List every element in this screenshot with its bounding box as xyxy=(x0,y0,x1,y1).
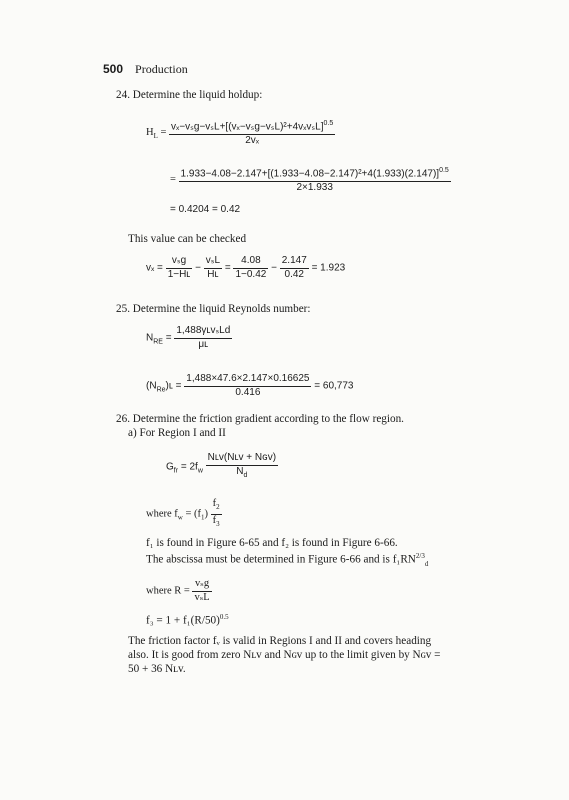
friction-factor-paragraph: The friction factor fᵥ is valid in Regions I and II and covers heading also. It is good from zero Nʟv and Nɢv up to the limit given by Nɢv = 50 + 36 Nʟv. xyxy=(128,635,441,675)
f3-formula: $f_3 = 1 + f_1(R/50)^{0.5}$ xyxy=(146,613,229,627)
check-formula: vₓ = $\frac{\text{vₛg}}{\text{1−Hʟ}}$ − $\frac{\text{vₛL}}{\text{Hʟ}}$ = $\frac{4.08}{1-0.42}$ − $\frac{2.147}{0.42}$ = 1.923 xyxy=(146,255,346,280)
page-number: 500 xyxy=(103,62,124,76)
abscissa-line: The abscissa must be determined in Figure 6-66 and is $f_1RN^{2/3}_d$ xyxy=(146,552,429,568)
reynolds-formula: $N_{RE}$ = $\frac{\text{1,488γʟvₛLd}}{\text{μʟ}}$ xyxy=(146,325,231,350)
running-header xyxy=(103,62,188,77)
friction-factor-definition: where $f_w = (f_1)$ $\frac{f_2}{f_3}$ xyxy=(146,498,220,529)
reynolds-substitution: $(N_{Re})ʟ$ = $\frac{1,488\times 47.6\times 2.147\times 0.16625}{0.416}$ = 60,773 xyxy=(146,373,354,398)
holdup-fraction: $\frac{v_x-v_sg-v_sL+[(v_x-v_sg-v_sL)^2+4v_xv_sL]^{0.5}}{\text{2vₓ}}$ xyxy=(171,120,334,147)
holdup-substitution: = $\frac{1.933-4.08-2.147+[(1.933-4.08-2.147)^2+4(1.933)(2.147)]^{0.5}}{2\times 1.933}$ xyxy=(170,167,449,194)
item-26-heading: 26. Determine the friction gradient according to the flow region. xyxy=(116,413,404,425)
holdup-formula: $H_L$ = $\frac{v_x-v_sg-v_sL+[(v_x-v_sg-v_sL)^2+4v_xv_sL]^{0.5}}{\text{2vₓ}}$ xyxy=(146,120,334,147)
holdup-result: = 0.4204 = 0.42 xyxy=(170,204,241,215)
item-25-heading: 25. Determine the liquid Reynolds number: xyxy=(116,303,311,315)
figure-reference-line: f₁ is found in Figure 6-65 and f₂ is found in Figure 6-66. xyxy=(146,537,398,549)
check-text: This value can be checked xyxy=(128,233,247,245)
item-24-heading: 24. Determine the liquid holdup: xyxy=(116,89,263,101)
friction-gradient-formula: $G_{fr} = 2f_w$ $\frac{\text{Nʟv(Nʟv + Nɢv)}}{N_d}$ xyxy=(166,452,277,479)
ratio-definition: where R = $\frac{\text{vₛg}}{\text{vₛL}}$ xyxy=(146,578,210,603)
region-subheading: a) For Region I and II xyxy=(128,427,226,439)
section-title: Production xyxy=(135,62,188,76)
